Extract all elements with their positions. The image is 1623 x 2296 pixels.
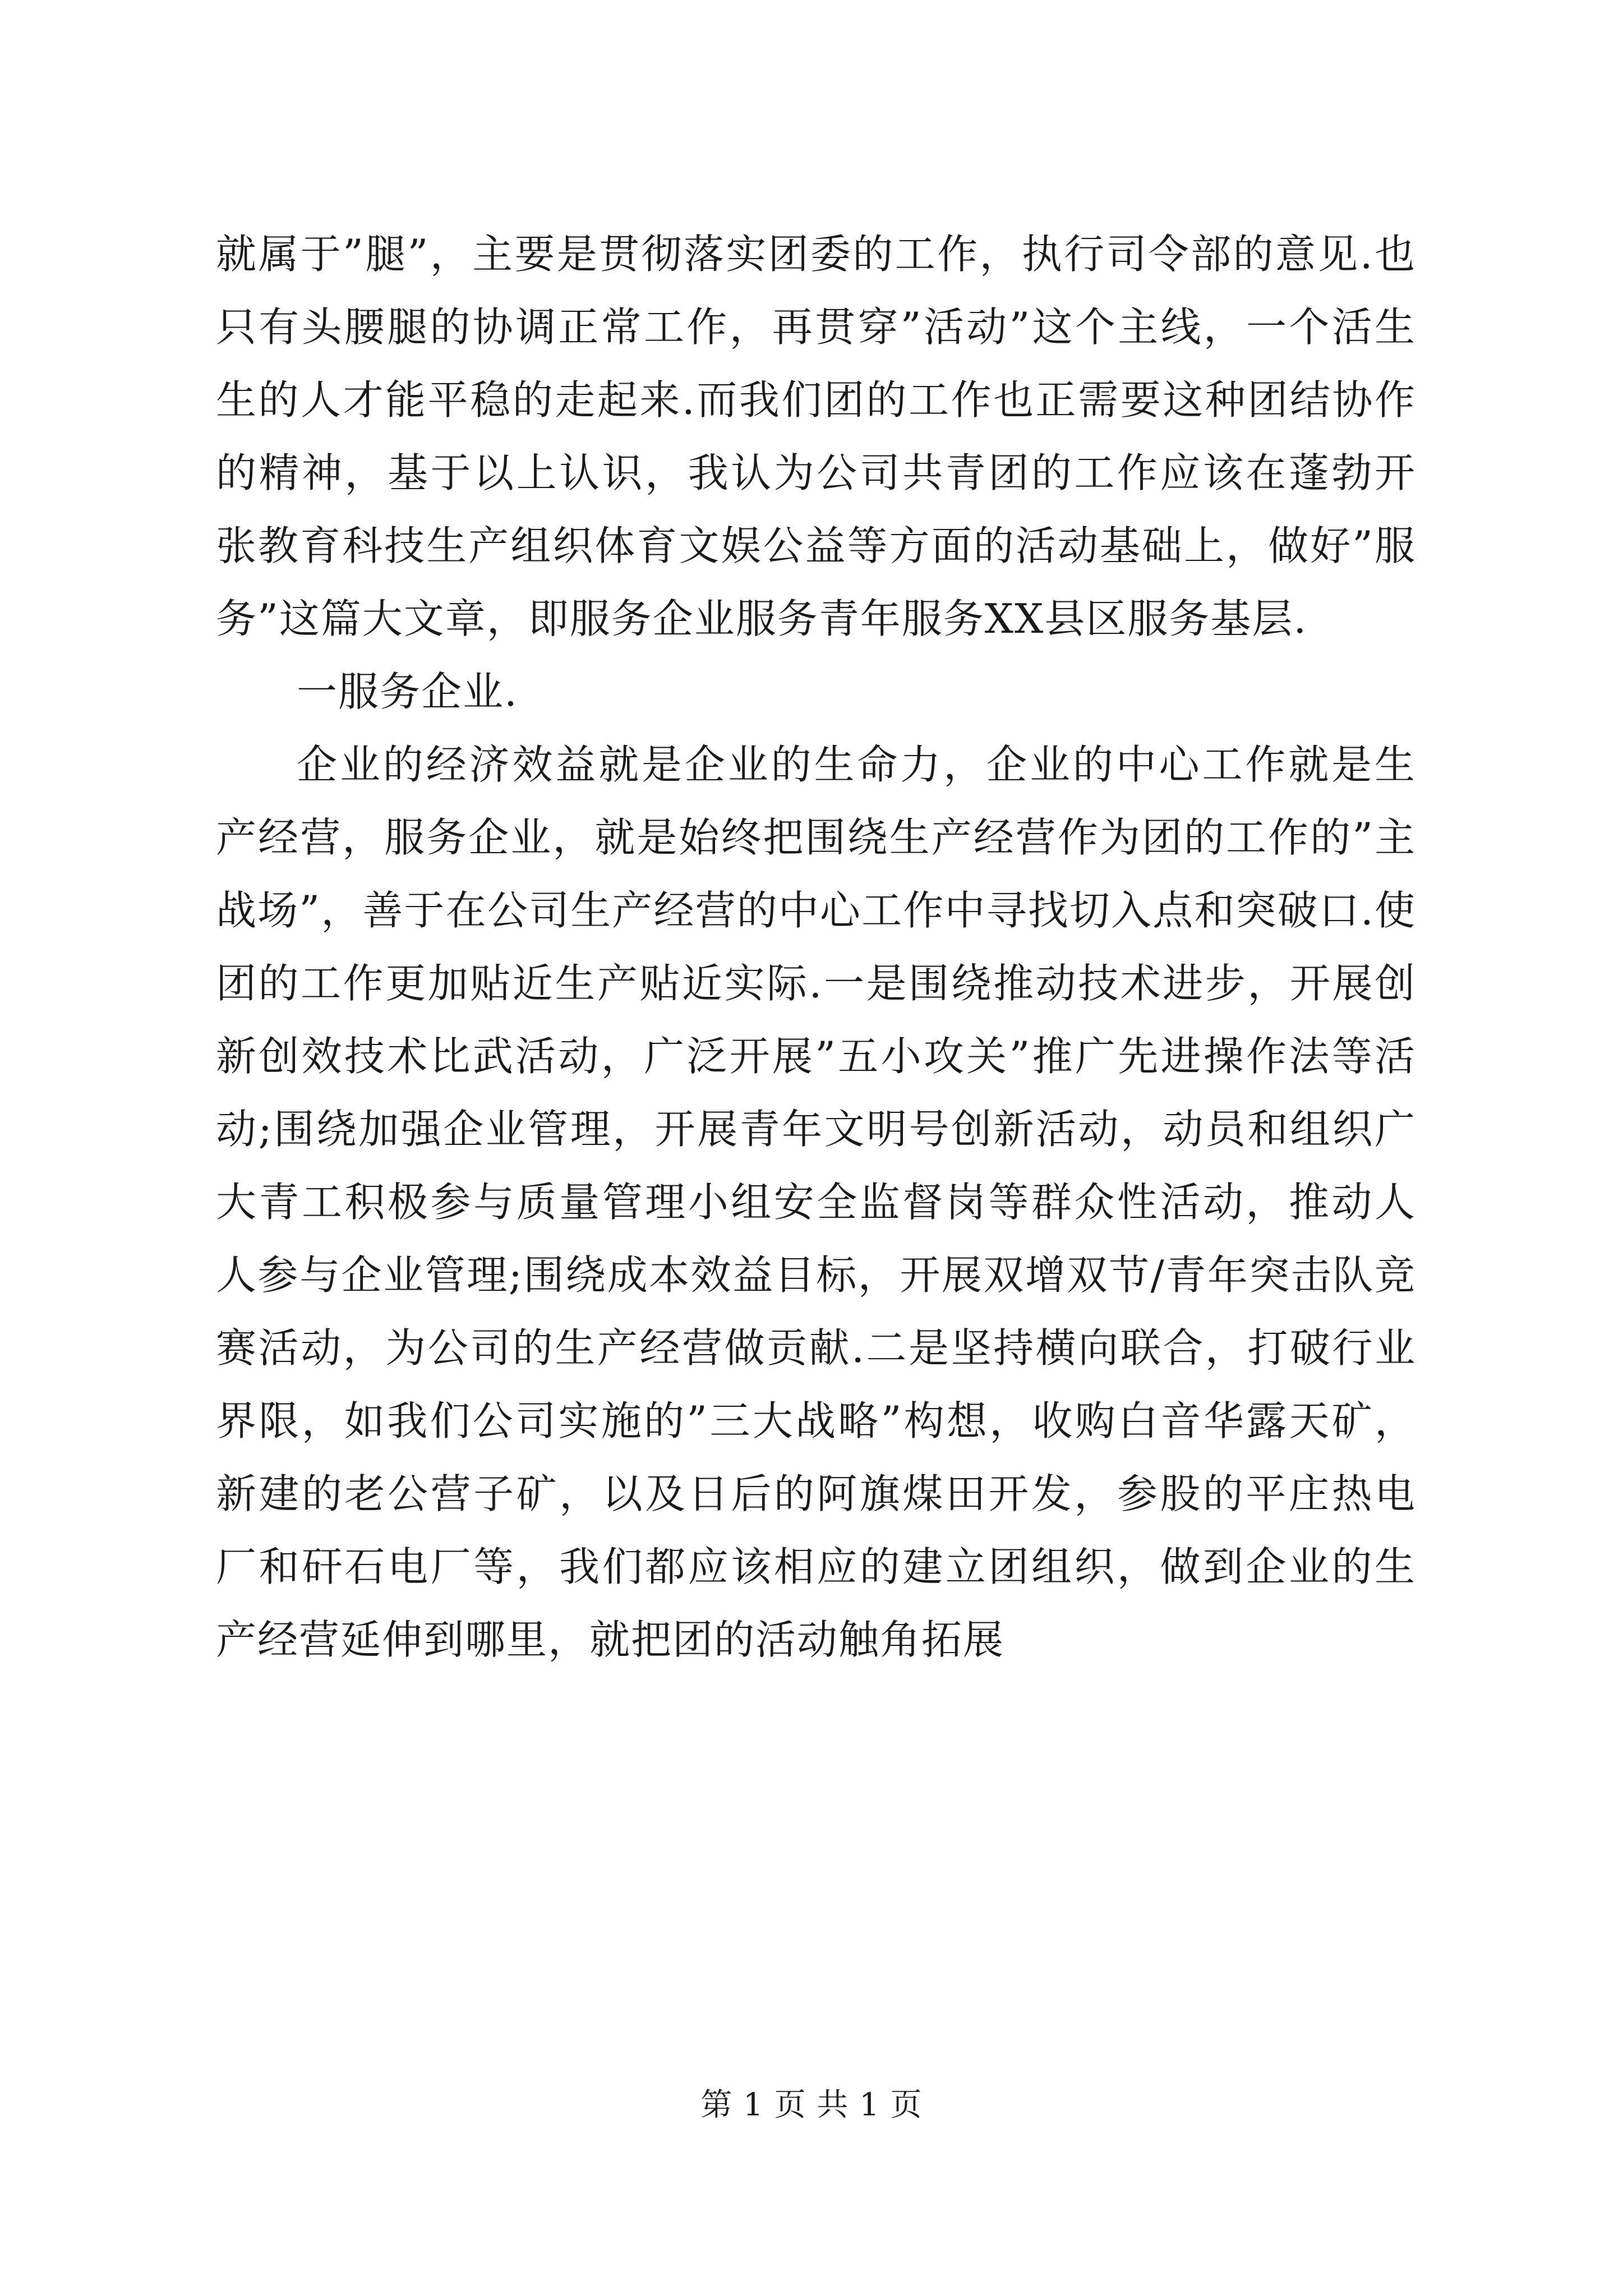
section-heading-serve-enterprise: 一服务企业. <box>297 668 518 715</box>
page-number-footer: 第 1 页 共 1 页 <box>700 2087 923 2123</box>
document-body <box>216 218 1416 1676</box>
paragraph-serve-enterprise: 企业的经济效益就是企业的生命力，企业的中心工作就是生产经营，服务企业，就是始终把围绕生产经营作为团的工作的”主战场”，善于在公司生产经营的中心工作中寻找切入点和突破口.使团的工作更加贴近生产贴近实际.一是围绕推动技术进步，开展创新创效技术比武活动，广泛开展”五小攻关”推广先进操作法等活动;围绕加强企业管理，开展青年文明号创新活动，动员和组织广大青工积极参与质量管理小组安全监督岗等群众性活动，推动人人参与企业管理;围绕成本效益目标，开展双增双节/青年突击队竞赛活动，为公司的生产经营做贡献.二是坚持横向联合，打破行业界限，如我们公司实施的”三大战略”构想，收购白音华露天矿，新建的老公营子矿，以及日后的阿旗煤田开发，参股的平庄热电厂和矸石电厂等，我们都应该相应的建立团组织，做到企业的生产经营延伸到哪里，就把团的活动触角拓展 <box>216 741 1416 1663</box>
paragraph-continued: 就属于”腿”，主要是贯彻落实团委的工作，执行司令部的意见.也只有头腰腿的协调正常工作，再贯穿”活动”这个主线，一个活生生的人才能平稳的走起来.而我们团的工作也正需要这种团结协作的精神，基于以上认识，我认为公司共青团的工作应该在蓬勃开张教育科技生产组织体育文娱公益等方面的活动基础上，做好”服务”这篇大文章，即服务企业服务青年服务XX县区服务基层. <box>216 231 1416 642</box>
